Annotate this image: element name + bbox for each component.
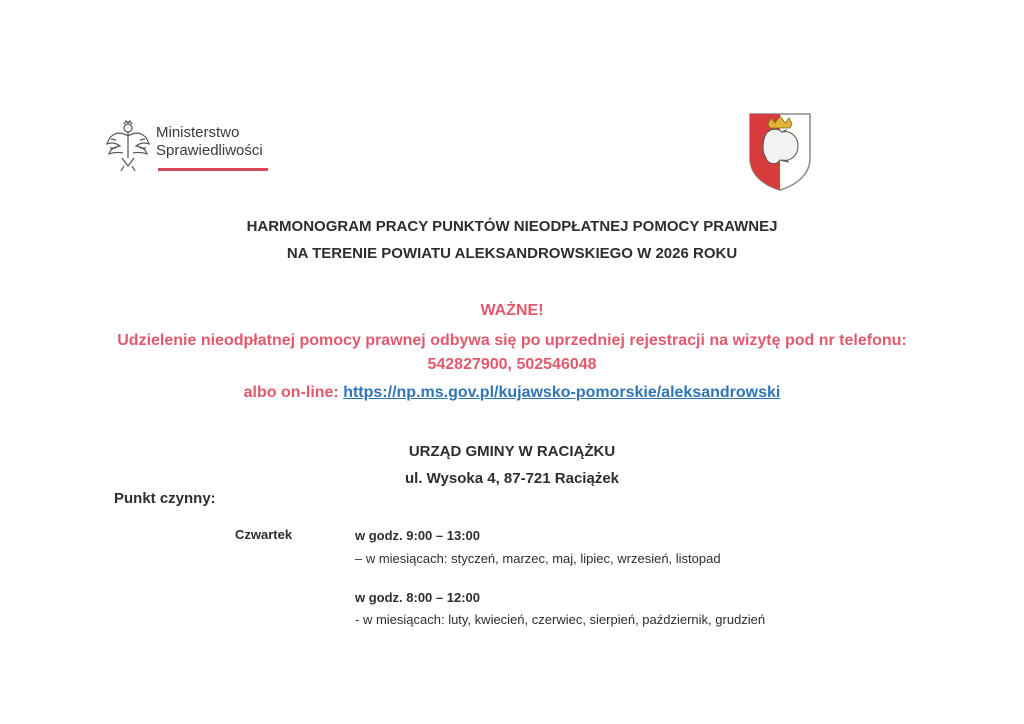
online-label: albo on-line: bbox=[243, 384, 344, 401]
ministry-logo bbox=[104, 120, 274, 176]
office-name: URZĄD GMINY W RACIĄŻKU bbox=[408, 443, 616, 460]
schedule-hours-2: w godz. 8:00 – 12:00 bbox=[355, 590, 480, 605]
schedule-months-2: - w miesiącach: luty, kwiecień, czerwiec, sierpień, październik, grudzień bbox=[355, 612, 766, 627]
important-notice-title: WAŻNE! bbox=[480, 302, 544, 319]
document-title-line1: HARMONOGRAM PRACY PUNKTÓW NIEODPŁATNEJ POMOCY PRAWNEJ bbox=[246, 218, 778, 235]
online-registration bbox=[0, 384, 1024, 402]
schedule-hours-1: w godz. 9:00 – 13:00 bbox=[355, 528, 480, 543]
schedule-day: Czwartek bbox=[235, 527, 293, 542]
schedule-label: Punkt czynny: bbox=[114, 490, 216, 507]
ministry-name-line1: Ministerstwo bbox=[156, 124, 240, 141]
registration-link[interactable]: https://np.ms.gov.pl/kujawsko-pomorskie/aleksandrowski bbox=[343, 384, 781, 401]
registration-info: Udzielenie nieodpłatnej pomocy prawnej odbywa się po uprzedniej rejestracji na wizytę pod nr telefonu: bbox=[117, 332, 907, 349]
ministry-name bbox=[156, 124, 263, 160]
office-address: ul. Wysoka 4, 87-721 Raciążek bbox=[404, 470, 619, 487]
eagle-emblem-icon bbox=[104, 120, 152, 172]
coat-of-arms-icon bbox=[748, 112, 812, 192]
phone-numbers: 542827900, 502546048 bbox=[427, 356, 597, 373]
document-title-line2: NA TERENIE POWIATU ALEKSANDROWSKIEGO W 2026 ROKU bbox=[286, 245, 738, 262]
ministry-red-line bbox=[158, 168, 268, 171]
schedule-months-1: – w miesiącach: styczeń, marzec, maj, lipiec, wrzesień, listopad bbox=[355, 551, 721, 566]
ministry-name-line2: Sprawiedliwości bbox=[156, 142, 263, 159]
